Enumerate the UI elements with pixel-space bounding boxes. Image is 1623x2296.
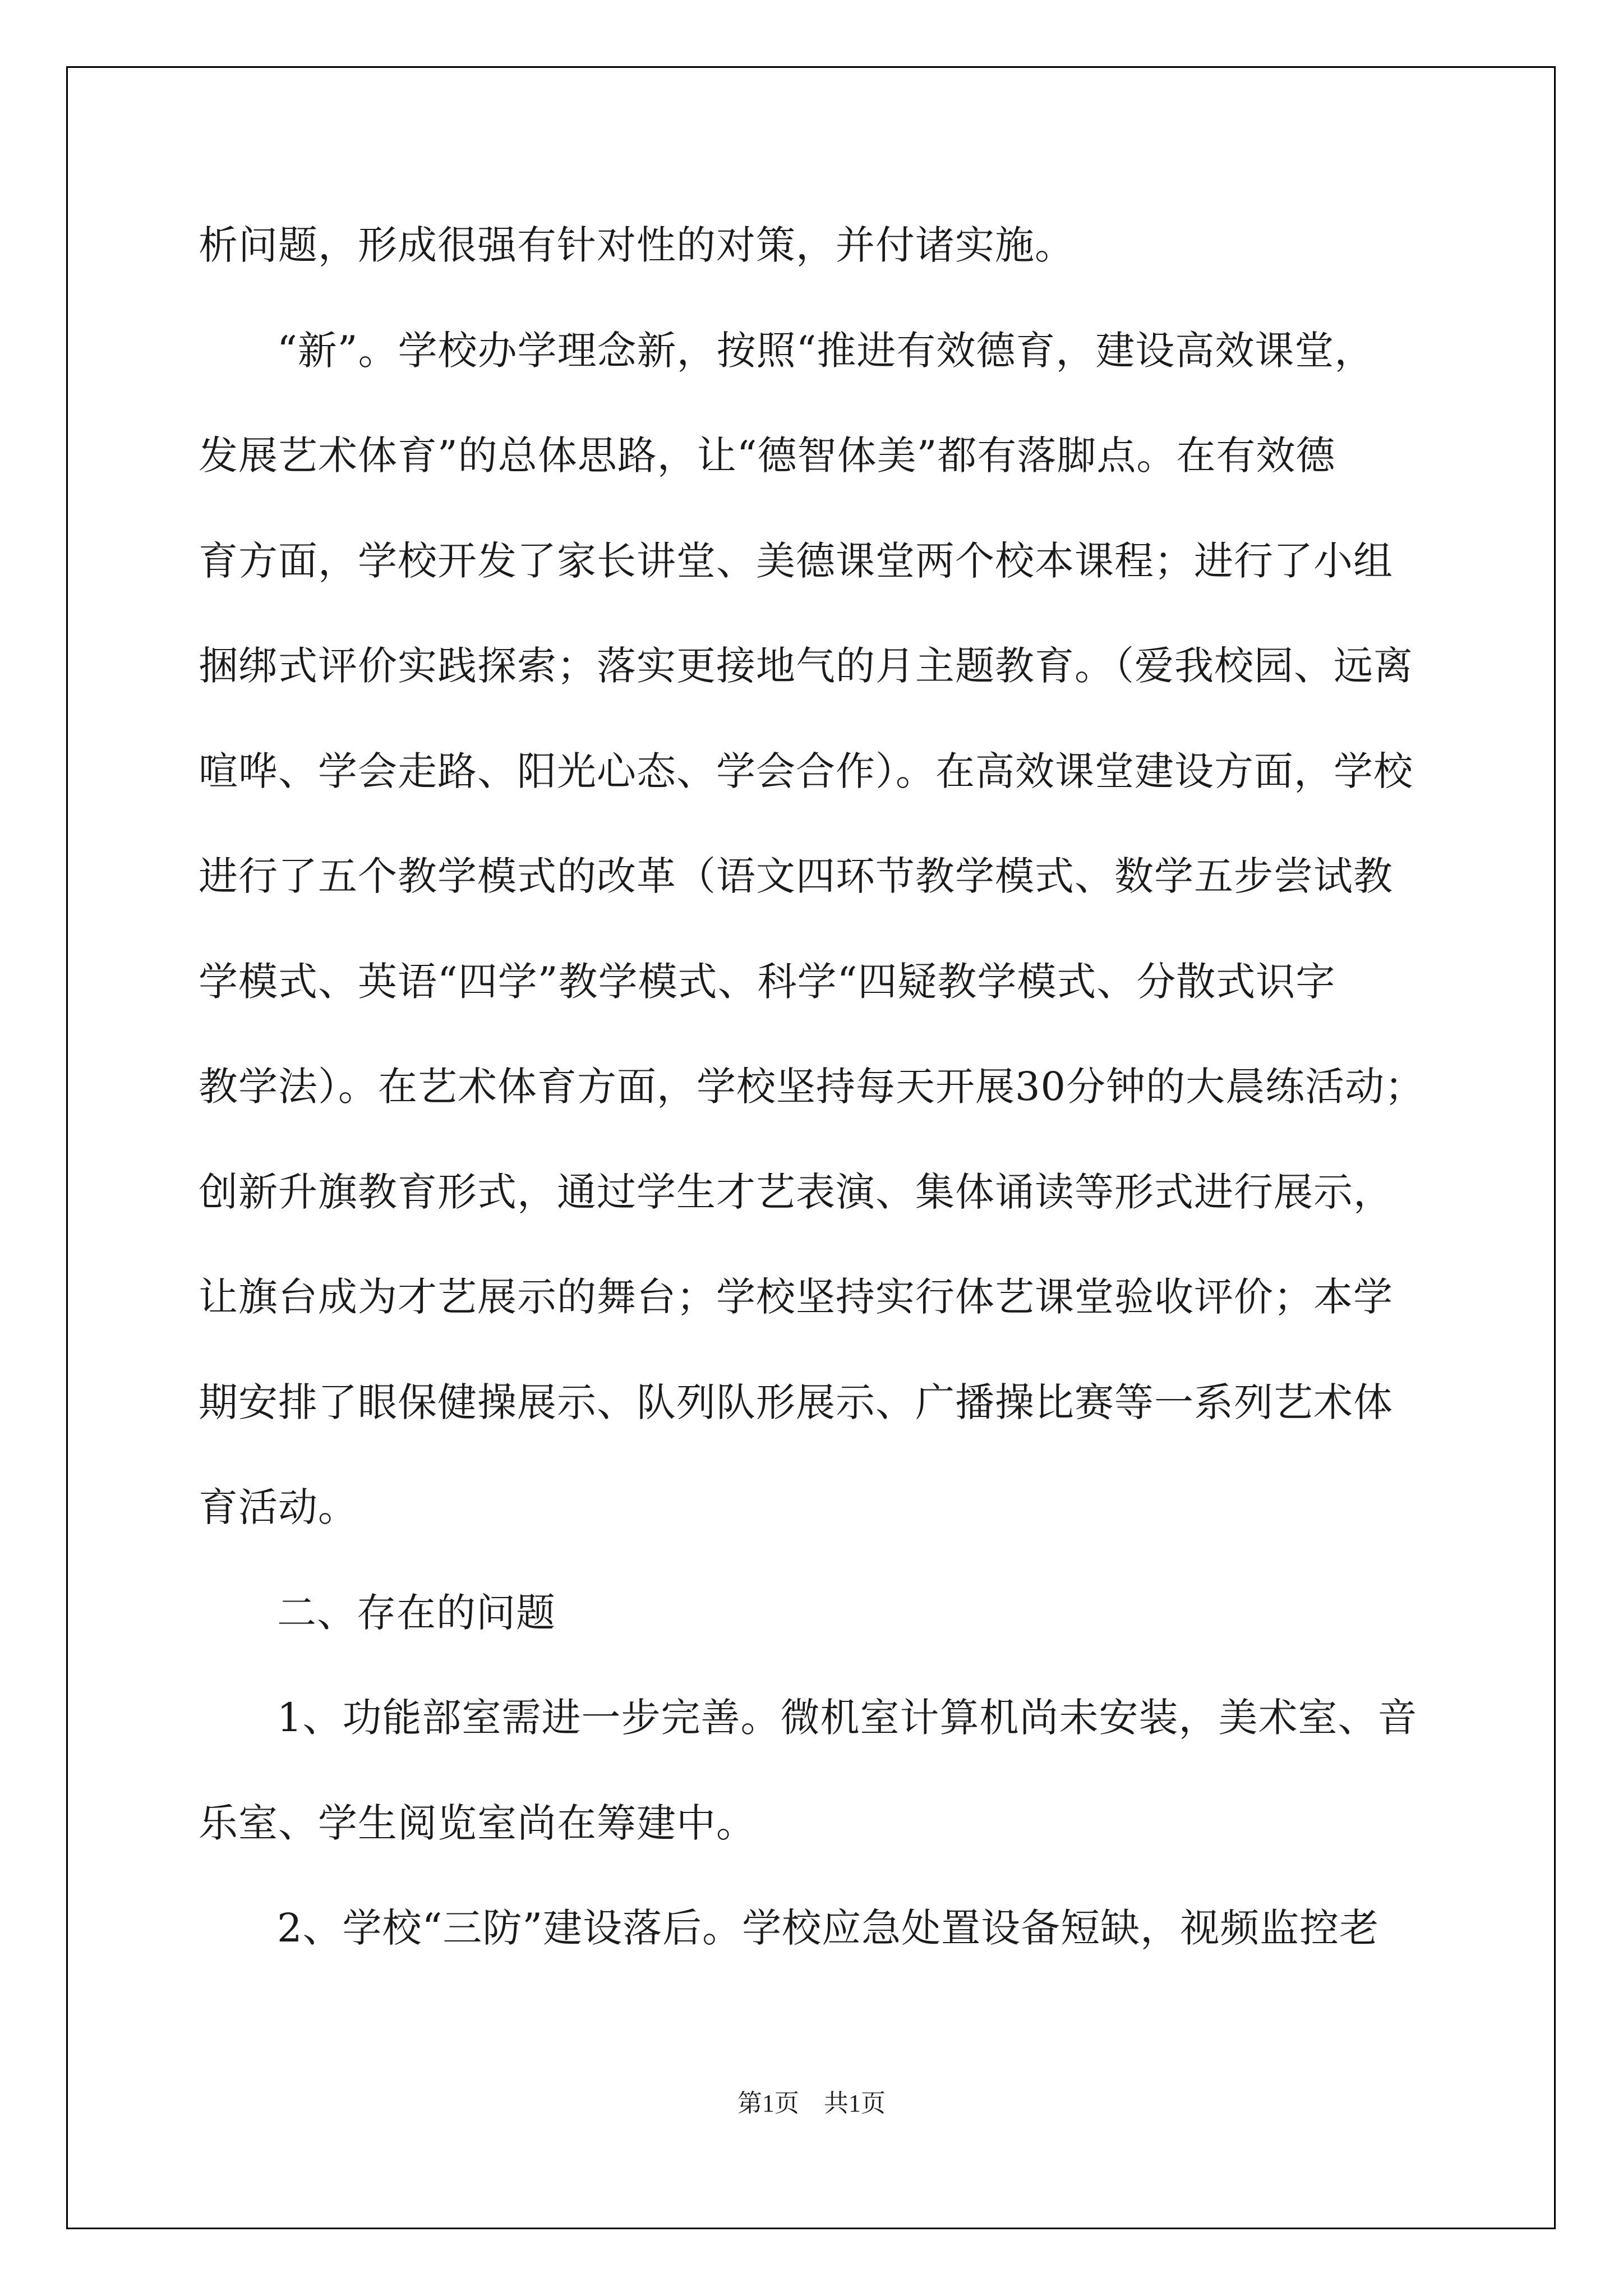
paragraph-line-13: 育活动。 bbox=[199, 1484, 358, 1530]
paragraph-line-11: 让旗台成为才艺展示的舞台；学校坚持实行体艺课堂验收评价；本学 bbox=[199, 1274, 1393, 1320]
paragraph-line-3: 发展艺术体育”的总体思路，让“德智体美”都有落脚点。在有效德 bbox=[199, 432, 1336, 478]
paragraph-line-15: 1、功能部室需进一步完善。微机室计算机尚未安装，美术室、音 bbox=[277, 1695, 1418, 1741]
paragraph-line-17: 2、学校“三防”建设落后。学校应急处置设备短缺，视频监控老 bbox=[277, 1905, 1380, 1951]
section-heading: 二、存在的问题 bbox=[277, 1590, 556, 1636]
page-number-footer: 第1页 共1页 bbox=[737, 2090, 886, 2117]
paragraph-line-4: 育方面，学校开发了家长讲堂、美德课堂两个校本课程；进行了小组 bbox=[199, 538, 1393, 584]
paragraph-line-9: 教学法）。在艺术体育方面，学校坚持每天开展30分钟的大晨练活动； bbox=[199, 1064, 1425, 1110]
paragraph-line-10: 创新升旗教育形式，通过学生才艺表演、集体诵读等形式进行展示， bbox=[199, 1169, 1393, 1215]
paragraph-line-8: 学模式、英语“四学”教学模式、科学“四疑教学模式、分散式识字 bbox=[199, 959, 1336, 1005]
paragraph-line-5: 捆绑式评价实践探索；落实更接地气的月主题教育。（爱我校园、远离 bbox=[199, 643, 1413, 689]
paragraph-line-1: 析问题，形成很强有针对性的对策，并付诸实施。 bbox=[199, 222, 1075, 268]
paragraph-line-16: 乐室、学生阅览室尚在筹建中。 bbox=[199, 1800, 756, 1846]
paragraph-line-12: 期安排了眼保健操展示、队列队形展示、广播操比赛等一系列艺术体 bbox=[199, 1379, 1393, 1425]
paragraph-line-6: 喧哗、学会走路、阳光心态、学会合作）。在高效课堂建设方面，学校 bbox=[199, 748, 1413, 794]
paragraph-line-2: “新”。学校办学理念新，按照“推进有效德育，建设高效课堂， bbox=[277, 328, 1375, 374]
paragraph-line-7: 进行了五个教学模式的改革（语文四环节教学模式、数学五步尝试教 bbox=[199, 853, 1393, 899]
